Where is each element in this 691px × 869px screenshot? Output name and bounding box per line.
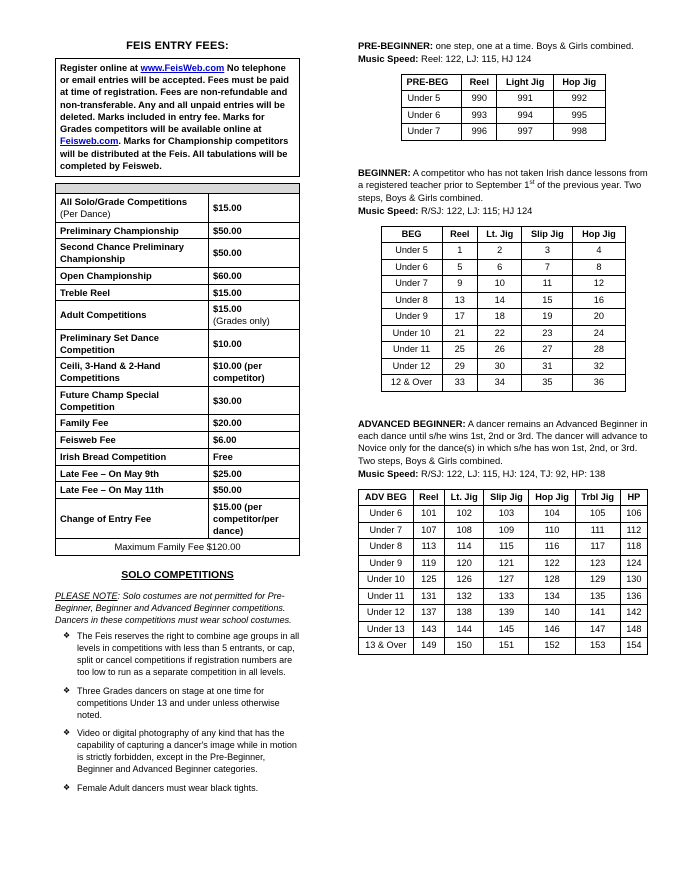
fee-label: Preliminary Set Dance Competition <box>56 329 209 358</box>
comp-number: 30 <box>478 358 522 375</box>
please-note-label: PLEASE NOTE <box>55 591 118 602</box>
age-group: 12 & Over <box>381 375 442 392</box>
table-header-row <box>401 74 605 91</box>
comp-number: 109 <box>484 522 529 539</box>
age-group: Under 13 <box>359 621 414 638</box>
comp-number: 121 <box>484 555 529 572</box>
age-group: Under 10 <box>359 572 414 589</box>
age-group: Under 9 <box>359 555 414 572</box>
column-header: Hop Jig <box>554 74 605 91</box>
table-row <box>56 499 300 539</box>
age-group: Under 12 <box>381 358 442 375</box>
comp-number: 128 <box>529 572 575 589</box>
comp-number: 36 <box>573 375 625 392</box>
comp-number: 996 <box>462 124 497 141</box>
table-row <box>56 239 300 268</box>
table-row <box>359 555 648 572</box>
beginner-section <box>358 167 648 218</box>
column-header: BEG <box>381 226 442 243</box>
fee-label: Change of Entry Fee <box>56 499 209 539</box>
pre-beginner-table <box>401 74 606 141</box>
comp-number: 151 <box>484 638 529 655</box>
comp-number: 125 <box>413 572 444 589</box>
comp-number: 12 <box>573 276 625 293</box>
table-row <box>56 465 300 482</box>
table-row <box>359 605 648 622</box>
comp-number: 13 <box>442 292 477 309</box>
column-header: Lt. Jig <box>445 489 484 506</box>
age-group: Under 6 <box>401 107 462 124</box>
fee-label: Feisweb Fee <box>56 432 209 449</box>
comp-number: 144 <box>445 621 484 638</box>
fee-label: Late Fee – On May 9th <box>56 465 209 482</box>
table-row <box>359 638 648 655</box>
comp-number: 145 <box>484 621 529 638</box>
advanced-beginner-table <box>358 489 648 655</box>
age-group: Under 5 <box>401 91 462 108</box>
fee-value: $50.00 <box>209 222 300 239</box>
comp-number: 117 <box>575 539 620 556</box>
notice-pre-text: Register online at <box>60 62 141 73</box>
comp-number: 7 <box>522 259 573 276</box>
table-row <box>381 342 625 359</box>
comp-number: 21 <box>442 325 477 342</box>
column-header: Reel <box>462 74 497 91</box>
comp-number: 150 <box>445 638 484 655</box>
fee-label: Family Fee <box>56 415 209 432</box>
advanced-beginner-heading: ADVANCED BEGINNER: <box>358 417 466 429</box>
comp-number: 104 <box>529 506 575 523</box>
table-row <box>381 243 625 260</box>
comp-number: 8 <box>573 259 625 276</box>
fees-table <box>55 183 300 556</box>
age-group: Under 11 <box>359 588 414 605</box>
comp-number: 18 <box>478 309 522 326</box>
comp-number: 142 <box>620 605 647 622</box>
fee-label: Late Fee – On May 11th <box>56 482 209 499</box>
comp-number: 132 <box>445 588 484 605</box>
comp-number: 123 <box>575 555 620 572</box>
comp-number: 116 <box>529 539 575 556</box>
fee-label: Adult Competitions <box>56 301 209 330</box>
comp-number: 154 <box>620 638 647 655</box>
table-row <box>56 329 300 358</box>
comp-number: 23 <box>522 325 573 342</box>
table-row <box>56 386 300 415</box>
table-row <box>381 276 625 293</box>
beginner-text-1: A competitor who has not taken Irish dance lessons from a registered teacher prior to September 1 <box>358 166 648 191</box>
comp-number: 107 <box>413 522 444 539</box>
comp-number: 26 <box>478 342 522 359</box>
beginner-heading: BEGINNER: <box>358 166 411 178</box>
notice-post-text: No telephone or email entries will be accepted. Fees must be paid at time of registration. Fees are non-refundable and non-transferable. Any and all unpaid entries will be deleted. Marks included in entry fee. Marks for Grades competitors will be available online at <box>60 62 289 135</box>
table-row <box>359 539 648 556</box>
pre-beginner-music <box>358 53 648 65</box>
column-header: Hop Jig <box>573 226 625 243</box>
left-column <box>55 40 300 802</box>
fee-value: $25.00 <box>209 465 300 482</box>
max-family-fee: Maximum Family Fee $120.00 <box>56 539 300 556</box>
age-group: 13 & Over <box>359 638 414 655</box>
fee-label-sub: (Per Dance) <box>60 207 111 219</box>
comp-number: 110 <box>529 522 575 539</box>
list-item: ❖ The Feis reserves the right to combine age groups in all levels in competitions with less than 5 entrants, or cap, split or cancel competitions if registration numbers are too low to run as a separate competition in all levels. <box>55 631 300 679</box>
age-group: Under 6 <box>359 506 414 523</box>
table-row <box>56 539 300 556</box>
comp-number: 105 <box>575 506 620 523</box>
music-speed-text: R/SJ: 122, LJ: 115, HJ: 124, TJ: 92, HP: 138 <box>418 468 606 480</box>
table-row <box>56 194 300 223</box>
solo-competitions-title: SOLO COMPETITIONS <box>121 569 234 582</box>
comp-number: 103 <box>484 506 529 523</box>
advanced-beginner-desc <box>358 418 648 468</box>
column-header: Lt. Jig <box>478 226 522 243</box>
fee-value: $60.00 <box>209 267 300 284</box>
fee-value: $6.00 <box>209 432 300 449</box>
fee-value: $50.00 <box>209 482 300 499</box>
table-row <box>56 432 300 449</box>
comp-number: 16 <box>573 292 625 309</box>
comp-number: 141 <box>575 605 620 622</box>
comp-number: 140 <box>529 605 575 622</box>
comp-number: 991 <box>497 91 554 108</box>
fee-value: $15.00 <box>209 194 300 223</box>
fee-value: $10.00 (per competitor) <box>209 358 300 387</box>
comp-number: 120 <box>445 555 484 572</box>
fee-value: Free <box>209 448 300 465</box>
table-row <box>359 572 648 589</box>
comp-number: 990 <box>462 91 497 108</box>
please-note-text: : Solo costumes are not permitted for Pre-Beginner, Beginner and Advanced Beginner competitions. Dancers in these competitions must wear school costumes. <box>55 591 292 625</box>
age-group: Under 8 <box>359 539 414 556</box>
comp-number: 114 <box>445 539 484 556</box>
beginner-desc <box>358 167 648 204</box>
beginner-music <box>358 205 648 217</box>
table-row <box>56 301 300 330</box>
table-row <box>381 292 625 309</box>
comp-number: 19 <box>522 309 573 326</box>
fee-label: Ceili, 3-Hand & 2-Hand Competitions <box>56 358 209 387</box>
comp-number: 28 <box>573 342 625 359</box>
comp-number: 129 <box>575 572 620 589</box>
comp-number: 146 <box>529 621 575 638</box>
comp-number: 10 <box>478 276 522 293</box>
fees-spacer-row <box>56 184 300 194</box>
comp-number: 152 <box>529 638 575 655</box>
fee-label: Second Chance Preliminary Championship <box>56 239 209 268</box>
music-speed-label: Music Speed: <box>358 468 419 480</box>
section-gap <box>358 141 648 167</box>
comp-number: 153 <box>575 638 620 655</box>
comp-number: 29 <box>442 358 477 375</box>
comp-number: 14 <box>478 292 522 309</box>
column-header: Hop Jig <box>529 489 575 506</box>
fee-label: Open Championship <box>56 267 209 284</box>
comp-number: 17 <box>442 309 477 326</box>
table-row <box>359 621 648 638</box>
registration-notice <box>55 58 300 177</box>
comp-number: 24 <box>573 325 625 342</box>
advanced-beginner-text: A dancer remains an Advanced Beginner in each dance until s/he wins 1st, 2nd or 3rd. The dancer will advance to Novice only for the dance(s) in which s/he has won 1st, 2nd, or 3rd. Two steps, Boys & Girls combined. <box>358 417 648 466</box>
page-title: FEIS ENTRY FEES: <box>126 40 229 52</box>
comp-number: 3 <box>522 243 573 260</box>
age-group: Under 10 <box>381 325 442 342</box>
table-row <box>381 309 625 326</box>
column-header: Reel <box>413 489 444 506</box>
table-row <box>56 415 300 432</box>
table-header-row <box>359 489 648 506</box>
comp-number: 1 <box>442 243 477 260</box>
fee-value-text: $15.00 <box>213 303 242 315</box>
table-row <box>381 259 625 276</box>
age-group: Under 7 <box>401 124 462 141</box>
comp-number: 148 <box>620 621 647 638</box>
comp-number: 11 <box>522 276 573 293</box>
feisweb-link[interactable]: www.FeisWeb.com <box>140 62 225 73</box>
feisweb-link-2[interactable]: Feisweb.com <box>60 136 119 147</box>
comp-number: 994 <box>497 107 554 124</box>
comp-number: 115 <box>484 539 529 556</box>
comp-number: 138 <box>445 605 484 622</box>
table-row <box>56 222 300 239</box>
comp-number: 5 <box>442 259 477 276</box>
comp-number: 15 <box>522 292 573 309</box>
comp-number: 119 <box>413 555 444 572</box>
table-row <box>56 448 300 465</box>
please-note <box>55 591 300 626</box>
beginner-table <box>381 226 626 392</box>
table-header-row <box>381 226 625 243</box>
fee-value: $30.00 <box>209 386 300 415</box>
fee-value: $10.00 <box>209 329 300 358</box>
comp-number: 137 <box>413 605 444 622</box>
pre-beginner-text: one step, one at a time. Boys & Girls combined. <box>433 40 634 51</box>
comp-number: 998 <box>554 124 605 141</box>
table-row <box>401 124 605 141</box>
age-group: Under 7 <box>359 522 414 539</box>
comp-number: 112 <box>620 522 647 539</box>
comp-number: 126 <box>445 572 484 589</box>
beginner-sup: st <box>529 179 535 187</box>
table-row <box>56 482 300 499</box>
comp-number: 34 <box>478 375 522 392</box>
comp-number: 136 <box>620 588 647 605</box>
music-speed-text: Reel: 122, LJ: 115, HJ 124 <box>418 53 532 65</box>
comp-number: 993 <box>462 107 497 124</box>
pre-beginner-desc <box>358 40 648 52</box>
column-header: Slip Jig <box>522 226 573 243</box>
list-item: ❖ Video or digital photography of any kind that has the capability of capturing a dancer's image while in motion is strictly forbidden, except in the Pre-Beginner, Beginner and Advanced Beginner categories. <box>55 728 300 776</box>
comp-number: 2 <box>478 243 522 260</box>
comp-number: 135 <box>575 588 620 605</box>
comp-number: 995 <box>554 107 605 124</box>
fee-label: Preliminary Championship <box>56 222 209 239</box>
column-header: Slip Jig <box>484 489 529 506</box>
fee-value <box>209 301 300 330</box>
comp-number: 131 <box>413 588 444 605</box>
fee-value: $15.00 (per competitor/per dance) <box>209 499 300 539</box>
comp-number: 22 <box>478 325 522 342</box>
list-item: ❖ Three Grades dancers on stage at one time for competitions Under 13 and under unless otherwise noted. <box>55 686 300 722</box>
age-group: Under 8 <box>381 292 442 309</box>
solo-rules-list <box>55 631 300 795</box>
comp-number: 992 <box>554 91 605 108</box>
age-group: Under 12 <box>359 605 414 622</box>
table-row <box>359 506 648 523</box>
fee-label: Future Champ Special Competition <box>56 386 209 415</box>
column-header: HP <box>620 489 647 506</box>
fee-label-text: All Solo/Grade Competitions <box>60 196 188 208</box>
music-speed-label: Music Speed: <box>358 205 419 217</box>
comp-number: 27 <box>522 342 573 359</box>
comp-number: 32 <box>573 358 625 375</box>
comp-number: 147 <box>575 621 620 638</box>
list-item: ❖ Female Adult dancers must wear black tights. <box>55 783 300 795</box>
pre-beginner-heading: PRE-BEGINNER: <box>358 40 434 51</box>
age-group: Under 5 <box>381 243 442 260</box>
comp-number: 124 <box>620 555 647 572</box>
notice-post-text-2: . Marks for Championship competitors will be distributed at the Feis. All tabulations will be completed by Feisweb. <box>60 136 289 171</box>
age-group: Under 9 <box>381 309 442 326</box>
comp-number: 108 <box>445 522 484 539</box>
table-row <box>381 358 625 375</box>
beginner-text-2: of the previous year. Two steps, Boys & Girls combined. <box>358 179 642 203</box>
comp-number: 101 <box>413 506 444 523</box>
table-row <box>56 284 300 301</box>
comp-number: 33 <box>442 375 477 392</box>
pre-beginner-section <box>358 40 648 66</box>
table-row <box>359 522 648 539</box>
table-row <box>401 91 605 108</box>
table-row <box>56 267 300 284</box>
column-header: Reel <box>442 226 477 243</box>
music-speed-label: Music Speed: <box>358 53 419 65</box>
music-speed-text: R/SJ: 122, LJ: 115; HJ 124 <box>418 205 533 217</box>
advanced-beginner-section <box>358 418 648 481</box>
fee-label: Irish Bread Competition <box>56 448 209 465</box>
section-gap <box>358 392 648 418</box>
column-header: PRE-BEG <box>401 74 462 91</box>
comp-number: 9 <box>442 276 477 293</box>
comp-number: 113 <box>413 539 444 556</box>
fee-value-sub: (Grades only) <box>213 315 270 327</box>
fee-value: $50.00 <box>209 239 300 268</box>
comp-number: 118 <box>620 539 647 556</box>
right-column <box>358 40 648 655</box>
column-header: Trbl Jig <box>575 489 620 506</box>
comp-number: 25 <box>442 342 477 359</box>
age-group: Under 7 <box>381 276 442 293</box>
table-row <box>56 358 300 387</box>
comp-number: 122 <box>529 555 575 572</box>
fee-label: Treble Reel <box>56 284 209 301</box>
table-row <box>381 325 625 342</box>
fee-value: $20.00 <box>209 415 300 432</box>
comp-number: 139 <box>484 605 529 622</box>
comp-number: 20 <box>573 309 625 326</box>
comp-number: 133 <box>484 588 529 605</box>
comp-number: 130 <box>620 572 647 589</box>
table-row <box>381 375 625 392</box>
comp-number: 134 <box>529 588 575 605</box>
comp-number: 6 <box>478 259 522 276</box>
comp-number: 111 <box>575 522 620 539</box>
table-row <box>401 107 605 124</box>
comp-number: 102 <box>445 506 484 523</box>
fee-value: $15.00 <box>209 284 300 301</box>
comp-number: 127 <box>484 572 529 589</box>
comp-number: 31 <box>522 358 573 375</box>
comp-number: 143 <box>413 621 444 638</box>
age-group: Under 6 <box>381 259 442 276</box>
table-row <box>359 588 648 605</box>
comp-number: 149 <box>413 638 444 655</box>
column-header: ADV BEG <box>359 489 414 506</box>
comp-number: 4 <box>573 243 625 260</box>
comp-number: 35 <box>522 375 573 392</box>
comp-number: 997 <box>497 124 554 141</box>
column-header: Light Jig <box>497 74 554 91</box>
advanced-beginner-music <box>358 468 648 480</box>
fee-label <box>56 194 209 223</box>
comp-number: 106 <box>620 506 647 523</box>
age-group: Under 11 <box>381 342 442 359</box>
